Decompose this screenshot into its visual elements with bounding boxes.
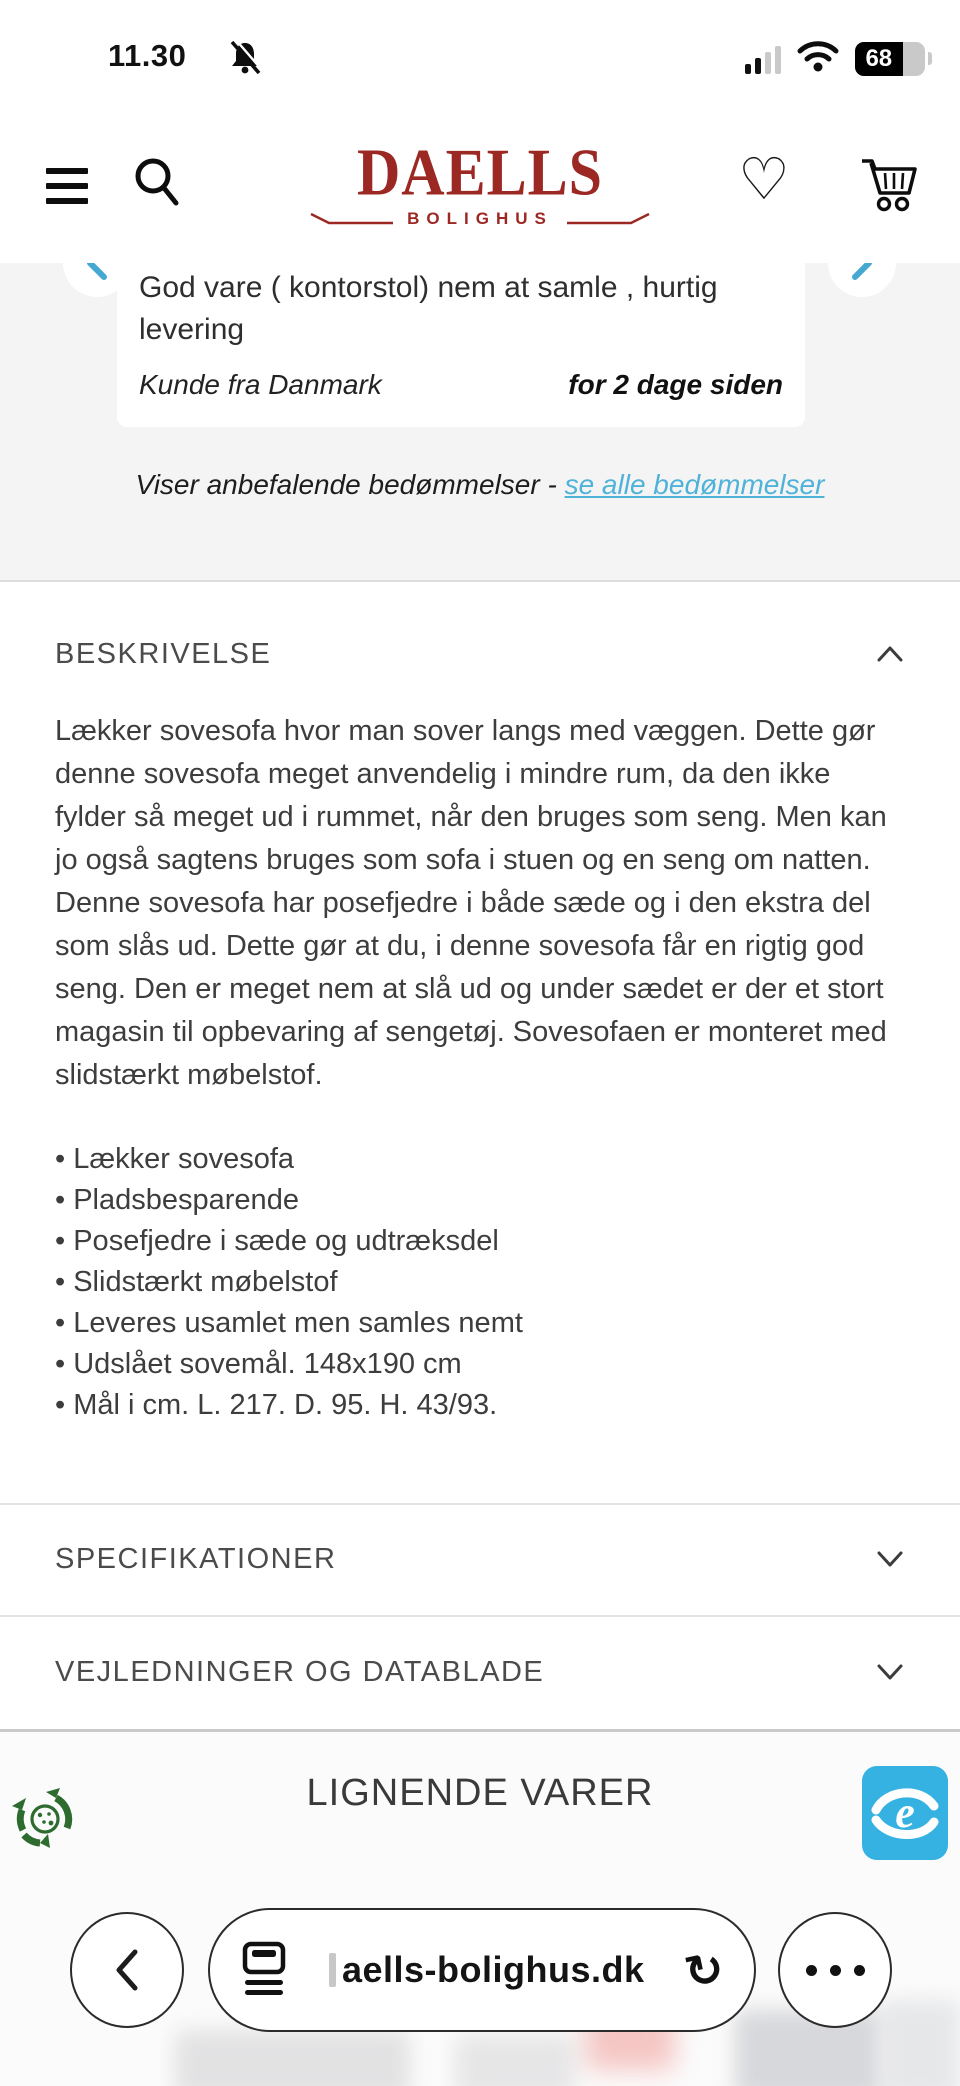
logo-flourish-right: [565, 211, 653, 227]
ellipsis-icon: [806, 1965, 865, 1976]
status-bar: [0, 0, 960, 110]
specifications-accordion-header[interactable]: [0, 1503, 960, 1613]
browser-toolbar: [0, 1908, 960, 2032]
cart-icon[interactable]: [858, 156, 920, 219]
site-header: [0, 110, 960, 263]
description-title: BESKRIVELSE: [55, 637, 272, 670]
svg-text:e: e: [895, 1788, 915, 1837]
review-date: for 2 dage siden: [568, 369, 783, 400]
battery-percent: 68: [865, 44, 893, 72]
similar-products-title: LIGNENDE VARER: [306, 1772, 654, 1814]
bullet-item: • Lækker sovesofa: [55, 1139, 905, 1180]
bullet-item: • Posefjedre i sæde og udtræksdel: [55, 1221, 905, 1262]
reviews-footer: [0, 469, 960, 501]
bullet-item: • Mål i cm. L. 217. D. 95. H. 43/93.: [55, 1385, 905, 1426]
browser-more-button[interactable]: [778, 1912, 892, 2028]
url-text: aells-bolighus.dk: [341, 1949, 645, 1990]
reload-icon[interactable]: ↻: [680, 1939, 730, 2001]
wishlist-heart-icon[interactable]: ♡: [738, 145, 790, 213]
status-time: 11.30: [108, 38, 187, 73]
reviews-footer-text: Viser anbefalende bedømmelser -: [135, 469, 565, 500]
url-clipped-glyph: [329, 1953, 336, 1987]
description-accordion-header[interactable]: [55, 622, 905, 686]
reader-page-icon[interactable]: [240, 1940, 288, 2001]
chevron-down-icon: [875, 1662, 905, 1682]
battery-icon: [855, 42, 925, 76]
cellular-signal-icon: [745, 44, 781, 74]
daells-logo[interactable]: [0, 134, 960, 229]
cookie-consent-icon[interactable]: [10, 1784, 80, 1859]
bullet-item: • Slidstærkt møbelstof: [55, 1262, 905, 1303]
specifications-title: SPECIFIKATIONER: [55, 1542, 337, 1575]
battery-nub: [928, 52, 932, 65]
browser-back-button[interactable]: [70, 1912, 184, 2028]
description-bullet-list: [55, 1139, 905, 1426]
see-all-reviews-link[interactable]: se alle bedømmelser: [564, 469, 825, 500]
bullet-item: • Leveres usamlet men samles nemt: [55, 1303, 905, 1344]
reviews-carousel-section: [0, 263, 960, 582]
description-section: [0, 582, 960, 1503]
emaerket-badge-icon[interactable]: [862, 1766, 948, 1865]
guides-accordion-header[interactable]: [0, 1615, 960, 1727]
mute-bell-icon: [228, 40, 262, 81]
logo-subtitle: BOLIGHUS: [407, 209, 553, 228]
review-author: Kunde fra Danmark: [139, 369, 382, 400]
bullet-item: • Pladsbesparende: [55, 1180, 905, 1221]
description-paragraph: Lækker sovesofa hvor man sover langs med væggen. Dette gør denne sovesofa meget anvendelig i mindre rum, da den ikke fylder så meget ud i rummet, når den bruges som seng. Men kan jo også sagtens bruges som sofa i stuen og en seng om natten. Denne sovesofa har posefjedre i både sæde og i den ekstra del som slås ud. Dette gør at du, i denne sovesofa får en rigtig god seng. Den er meget nem at slå ud og under sædet er der et stort magasin til opbevaring af sengetøj. Sovesofaen er monteret med slidstærkt møbelstof.: [55, 715, 887, 1091]
chevron-down-icon: [875, 1549, 905, 1569]
logo-flourish-left: [307, 211, 395, 227]
browser-address-bar[interactable]: [208, 1908, 756, 2032]
review-card: [117, 263, 805, 427]
logo-wordmark: DAELLS: [356, 134, 604, 209]
chevron-up-icon: [875, 644, 905, 664]
bullet-item: • Udslået sovemål. 148x190 cm: [55, 1344, 905, 1385]
wifi-icon: [797, 40, 839, 77]
review-text: God vare ( kontorstol) nem at samle , hurtig levering: [139, 271, 718, 346]
guides-title: VEJLEDNINGER OG DATABLADE: [55, 1655, 545, 1688]
